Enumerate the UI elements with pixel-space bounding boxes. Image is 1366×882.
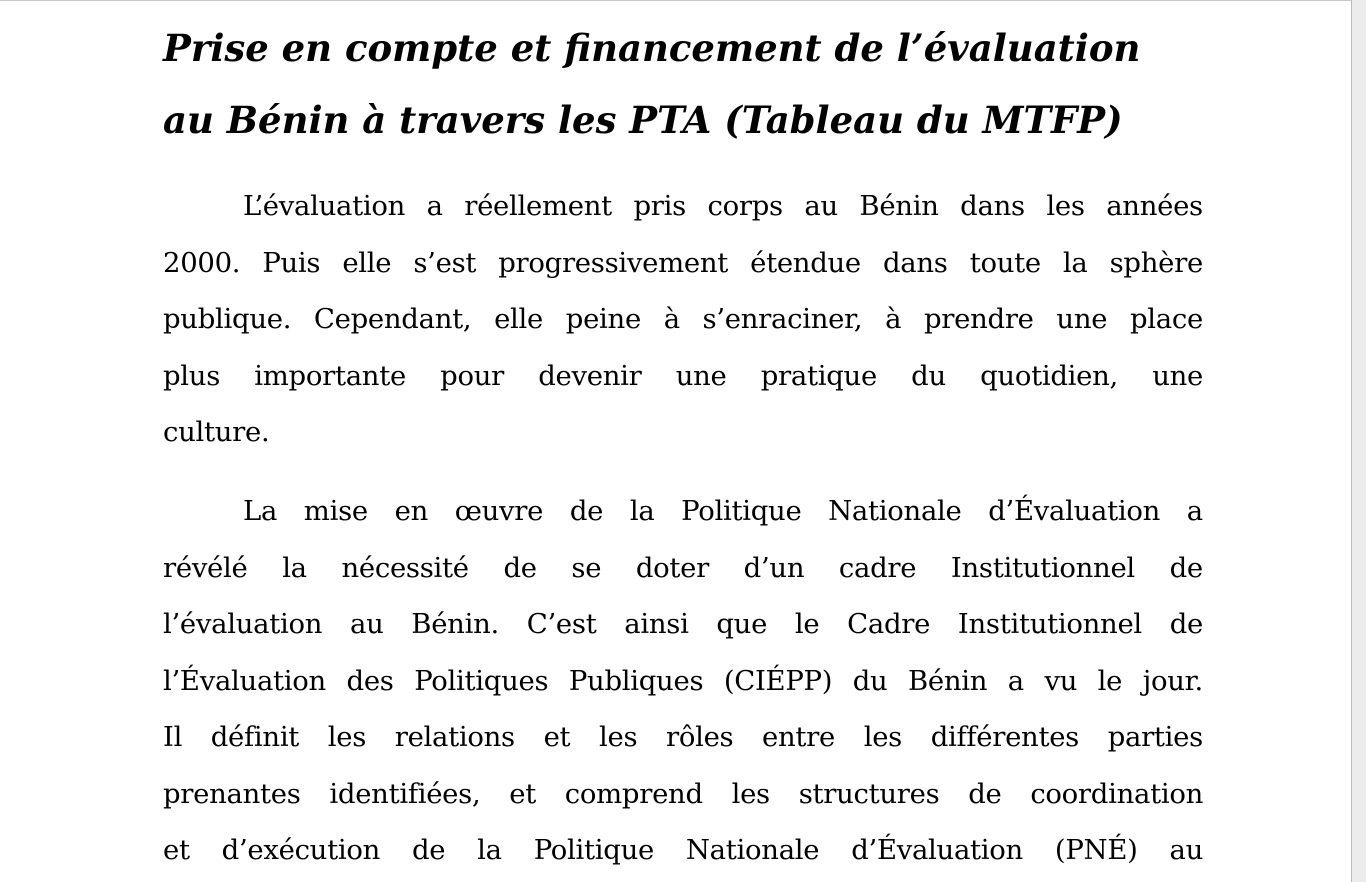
document-content — [163, 12, 1203, 866]
paragraph-line: révélé la nécessité de se doter d’un cadre Institutionnel de — [163, 551, 1203, 584]
paragraph-line: publique. Cependant, elle peine à s’enraciner, à prendre une place — [163, 303, 1203, 335]
paragraph-line: l’évaluation au Bénin. C’est ainsi que le Cadre Institutionnel de — [163, 608, 1203, 640]
paragraph-line: L’évaluation a réellement pris corps au Bénin dans les années — [243, 190, 1203, 222]
page-top-border — [0, 0, 1352, 1]
paragraph-2 — [163, 483, 1203, 879]
paragraph-line: La mise en œuvre de la Politique Nationale d’Évaluation a — [243, 495, 1203, 527]
paragraph-1 — [163, 178, 1203, 461]
section-heading — [163, 12, 1203, 156]
heading-line: au Bénin à travers les PTA (Tableau du MTFP) — [163, 98, 1123, 142]
paragraph-line: Il définit les relations et les rôles entre les différentes parties — [163, 721, 1203, 753]
paragraph-line: l’Évaluation des Politiques Publiques (CIÉPP) du Bénin a vu le jour. — [163, 664, 1203, 697]
heading-line: Prise en compte et financement de l’évaluation — [163, 26, 1141, 70]
paragraph-line: prenantes identifiées, et comprend les structures de coordination — [163, 777, 1203, 810]
page-margin-shade — [1352, 0, 1366, 882]
paragraph-line: culture. — [163, 416, 270, 448]
paragraph-line: et d’exécution de la Politique Nationale d’Évaluation (PNÉ) au — [163, 834, 1203, 866]
paragraph-line: 2000. Puis elle s’est progressivement étendue dans toute la sphère — [163, 246, 1203, 279]
paragraph-line: plus importante pour devenir une pratique du quotidien, une — [163, 359, 1203, 392]
